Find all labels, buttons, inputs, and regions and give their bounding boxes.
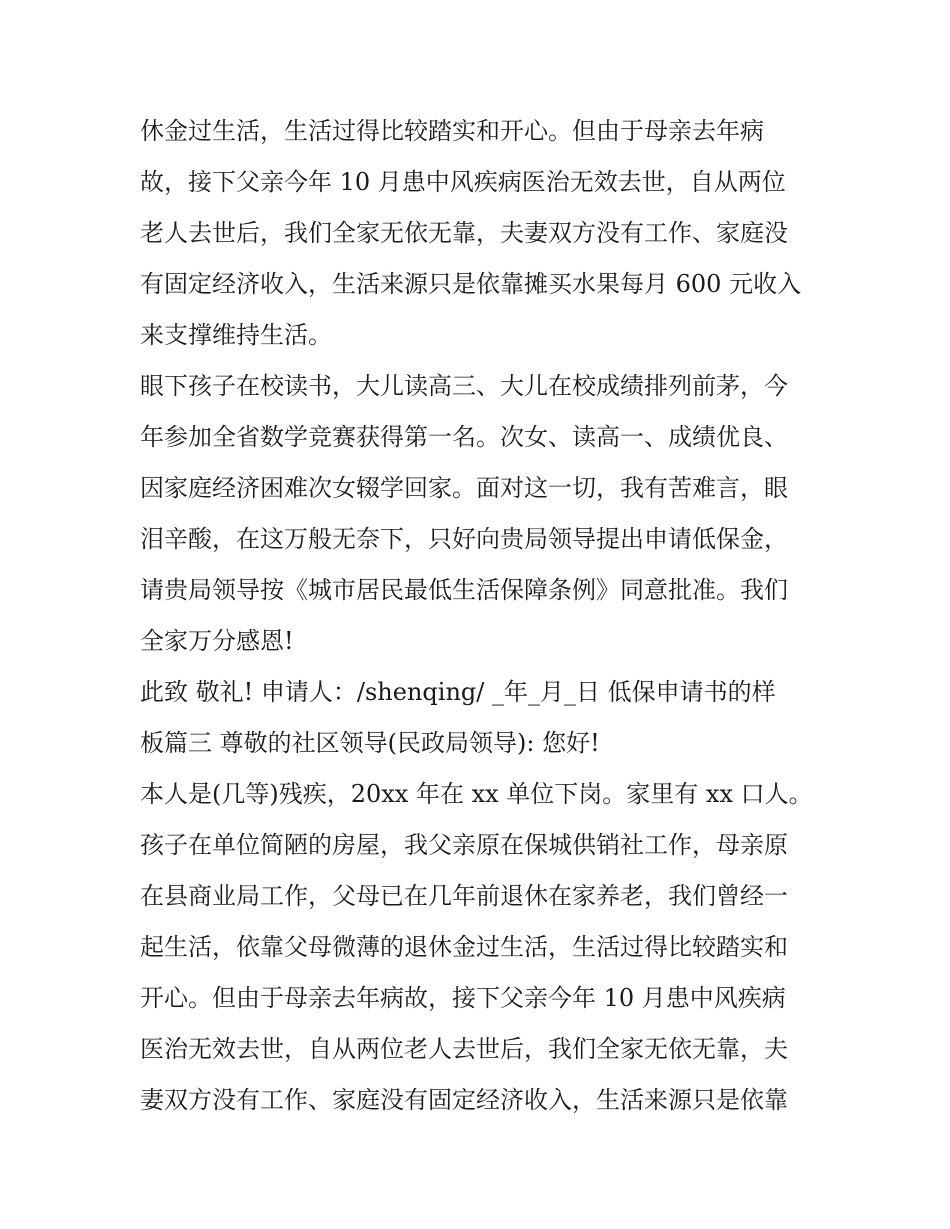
document-body: [140, 106, 820, 1126]
text-line: 请贵局领导按《城市居民最低生活保障条例》同意批准。我们: [140, 576, 788, 604]
text-line: 孩子在单位简陋的房屋，我父亲原在保城供销社工作，母亲原: [140, 831, 788, 859]
text-line: 本人是(几等)残疾，20xx 年在 xx 单位下岗。家里有 xx 口人。: [140, 780, 813, 808]
text-line: 板篇三 尊敬的社区领导(民政局领导): 您好!: [140, 729, 600, 757]
text-line: 开心。但由于母亲去年病故，接下父亲今年 10 月患中风疾病: [140, 984, 786, 1012]
text-line: 起生活，依靠父母微薄的退休金过生活，生活过得比较踏实和: [140, 933, 788, 961]
text-line: 医治无效去世，自从两位老人去世后，我们全家无依无靠，夫: [140, 1035, 788, 1063]
text-line: 年参加全省数学竞赛获得第一名。次女、读高一、成绩优良、: [140, 423, 788, 451]
text-line: 有固定经济收入，生活来源只是依靠摊买水果每月 600 元收入: [140, 270, 802, 298]
text-line: 眼下孩子在校读书，大儿读高三、大儿在校成绩排列前茅，今: [140, 372, 788, 400]
text-line: 休金过生活，生活过得比较踏实和开心。但由于母亲去年病: [140, 117, 764, 145]
text-line: 泪辛酸，在这万般无奈下，只好向贵局领导提出申请低保金，: [140, 525, 788, 553]
text-line: 此致 敬礼! 申请人：/shenqing/ _年_月_日 低保申请书的样: [140, 678, 776, 706]
text-line: 老人去世后，我们全家无依无靠，夫妻双方没有工作、家庭没: [140, 219, 788, 247]
text-line: 因家庭经济困难次女辍学回家。面对这一切，我有苦难言，眼: [140, 474, 788, 502]
text-line: 全家万分感恩!: [140, 627, 294, 655]
text-line: 在县商业局工作，父母已在几年前退休在家养老，我们曾经一: [140, 882, 788, 910]
text-line: 故，接下父亲今年 10 月患中风疾病医治无效去世，自从两位: [140, 168, 786, 196]
text-line: 来支撑维持生活。: [140, 321, 332, 349]
text-line: 妻双方没有工作、家庭没有固定经济收入，生活来源只是依靠: [140, 1086, 788, 1114]
